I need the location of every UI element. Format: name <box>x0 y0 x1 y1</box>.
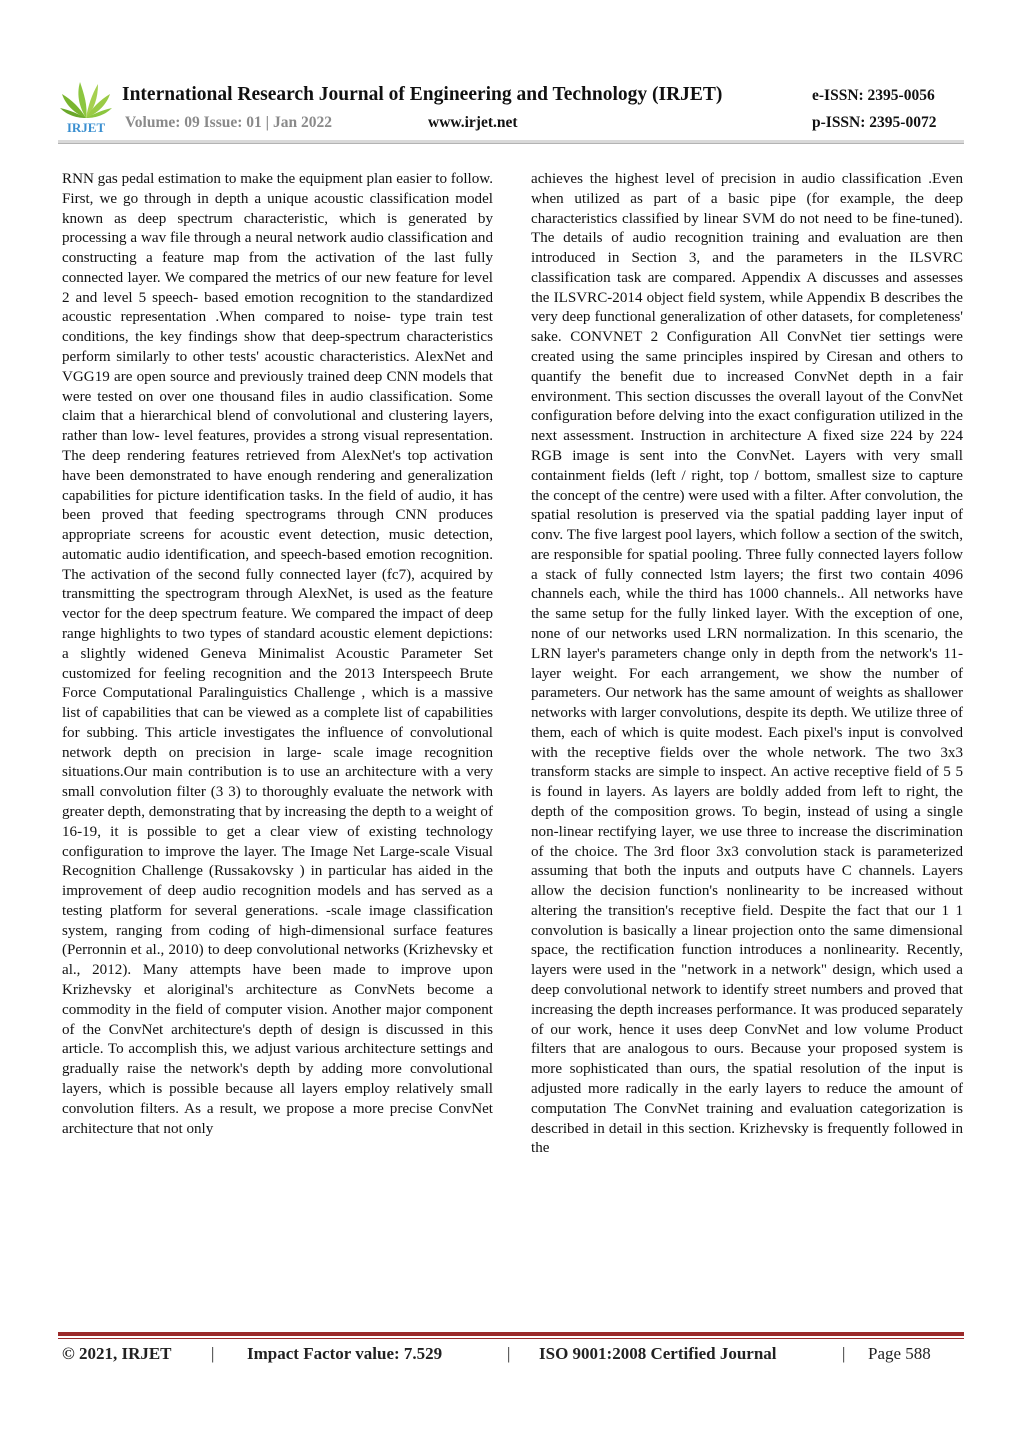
footer-separator: | <box>211 1344 215 1363</box>
left-column-text: RNN gas pedal estimation to make the equipment plan easier to follow. First, we go through in depth a unique acoustic classification model known as deep spectrum characteristic, which is generated by processing a wav file through a neural network audio classification and constructing a feature map from the activation of the last fully connected layer. We compared the metrics of our new feature for level 2 and level 5 speech- based emotion recognition to the standardized acoustic representation .When compared to noise- type train test conditions, the key findings show that deep-spectrum characteristics perform similarly to other tests' acoustic characteristics. AlexNet and VGG19 are open source and previously trained deep CNN models that were tested on over one thousand files in audio classification. Some claim that a hierarchical blend of convolutional and clustering layers, rather than low- level features, provides a strong visual representation. The deep rendering features retrieved from AlexNet's top activation have been demonstrated to have enough rendering and generalization capabilities for picture identification tasks. In the field of audio, it has been proved that feeding spectrograms through CNN produces appropriate screens for acoustic event detection, music detection, automatic audio identification, and speech-based emotion recognition. The activation of the second fully connected layer (fc7), acquired by transmitting the spectrogram through AlexNet, is used as the feature vector for the deep spectrum feature. We compared the impact of deep range highlights to two types of standard acoustic element depictions: a slightly widened Geneva Minimalist Acoustic Parameter Set customized for feeling recognition and the 2013 Interspeech Brute Force Computational Paralinguistics Challenge , which is a massive list of capabilities that can be viewed as a complete list of capabilities for subbing. This article investigates the influence of convolutional network depth on precision in large- scale image recognition situations.Our main contribution is to use an architecture with a very small convolution filter (3 3) to thoroughly evaluate the network with greater depth, demonstrating that by increasing the depth to a weight of 16-19, it is possible to get a clear view of existing technology configuration to improve the layer. The Image Net Large-scale Visual Recognition Challenge (Russakovsky ) in particular has aided in the improvement of deep audio recognition models and has served as a testing platform for several generations. -scale image classification system, ranging from coding of high-dimensional surface features (Perronnin et al., 2010) to deep convolutional networks (Krizhevsky et al., 2012). Many attempts have been made to improve upon Krizhevsky et aloriginal's architecture as ConvNets become a commodity in the field of computer vision. Another major component of the ConvNet architecture's depth of design is discussed in this article. To accomplish this, we adjust various architecture settings and gradually raise the network's depth by adding more convolutional layers, which is possible because all layers employ relatively small convolution filters. As a result, we propose a more precise ConvNet architecture that not only <box>62 171 493 1137</box>
journal-website-link[interactable]: www.irjet.net <box>428 114 518 131</box>
footer-separator: | <box>842 1344 846 1363</box>
logo-text: IRJET <box>66 120 106 134</box>
header-divider <box>58 140 964 144</box>
footer-impact-factor: Impact Factor value: 7.529 <box>247 1344 443 1363</box>
footer-divider-thick <box>58 1332 964 1336</box>
right-column-text: achieves the highest level of precision in audio classification .Even when utilized as part of a basic pipe (for example, the deep characteristics classified by linear SVM do not need to be fine-tuned). The details of audio recognition training and evaluation are then introduced in Section 3, and the parameters in the ILSVRC classification task are compared. Appendix A discusses and assesses the ILSVRC-2014 object field system, while Appendix B describes the very deep functional generalization of other datasets, for completeness' sake. CONVNET 2 Configuration All ConvNet tier settings were created using the same principles inspired by Ciresan and others to quantify the benefit due to increased ConvNet depth in a fair environment. This section discusses the overall layout of the ConvNet configuration before delving into the exact configuration utilized in the next assessment. Instruction in architecture A fixed size 224 by 224 RGB image is sent into the ConvNet. Layers with very small containment fields (left / right, top / bottom, smallest size to capture the concept of the centre) were used with a filter. After convolution, the spatial resolution is preserved via the spatial padding layer input of conv. The five largest pool layers, which follow a section of the switch, are responsible for spatial pooling. Three fully connected layers follow a stack of fully connected lstm layers; the first two contain 4096 channels each, while the third has 1000 channels.. All networks have the same setup for the fully linked layer. With the exception of one, none of our networks used LRN normalization. In this scenario, the LRN layer's parameters change only in depth from the network's 11-layer weight. For each arrangement, we show the number of parameters. Our network has the same amount of weights as shallower networks with larger convolutions, despite its depth. We utilize three of them, each of which is quite modest. Each pixel's input is convolved with the receptive fields over the whole network. The two 3x3 transform stacks are simple to inspect. An active receptive field of 5 5 is found in layers. As layers are boldly added from left to right, the depth of the composition grows. To begin, instead of using a single non-linear rectifying layer, we use three to increase the discrimination of the choice. The 3rd floor 3x3 convolution stack is parameterized assuming that both the inputs and outputs have C channels. Layers allow the decision function's nonlinearity to be increased without altering the transition's receptive field. Despite the fact that our 1 1 convolution is basically a linear projection onto the same dimensional space, the rectification function introduces a nonlinearity. Recently, layers were used in the "network in a network" design, which used a deep convolutional network to identify street numbers and proved that increasing the depth increases performance. It was produced separately of our work, hence it uses deep ConvNet and low volume Product filters that are analogous to ours. Because your proposed system is more sophisticated than ours, the spatial resolution of the input is adjusted more radically in the early layers to reduce the amount of computation The ConvNet training and evaluation categorization is described in detail in this section. Krizhevsky is frequently followed in the <box>531 171 963 1157</box>
logo-leaves-icon <box>60 82 112 118</box>
journal-title: International Research Journal of Engineering and Technology (IRJET) <box>122 84 723 105</box>
footer-divider-thin <box>58 1338 964 1339</box>
irjet-logo <box>58 74 114 134</box>
footer-iso-certification: ISO 9001:2008 Certified Journal <box>539 1344 777 1363</box>
footer-page-number: Page 588 <box>868 1344 931 1363</box>
footer-separator: | <box>507 1344 511 1363</box>
e-issn: e-ISSN: 2395-0056 <box>812 87 935 104</box>
page-header <box>0 0 1024 150</box>
body-column-left <box>62 170 493 1139</box>
footer-copyright: © 2021, IRJET <box>62 1344 172 1363</box>
p-issn: p-ISSN: 2395-0072 <box>812 114 937 131</box>
body-column-right <box>531 170 963 1159</box>
volume-issue: Volume: 09 Issue: 01 | Jan 2022 <box>125 114 332 131</box>
